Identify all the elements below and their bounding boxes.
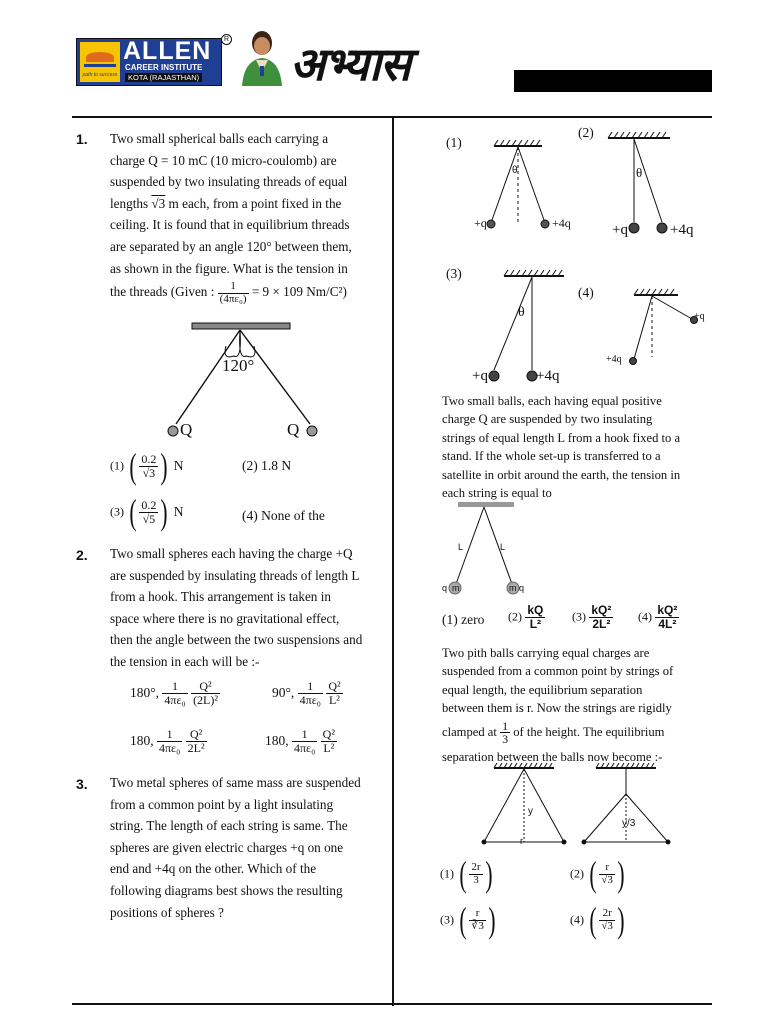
q1-text — [110, 128, 374, 305]
q1-line: Two small spherical balls each carrying a — [110, 131, 329, 146]
q4-line: Two small balls, each having equal positive — [442, 394, 662, 408]
allen-logo — [76, 38, 222, 86]
q1-line: ceiling. It is found that in equilibrium threads — [110, 217, 350, 233]
q2-line: the tension in each will be :- — [110, 653, 260, 669]
q5-figure-left — [478, 760, 574, 850]
q3-d3-charge-4q: +4q — [536, 368, 560, 384]
q4-option-4[interactable]: (4) $\frac{\text{kQ²}}{\text{4L²}}$ — [638, 603, 678, 631]
q2-line: Two small spheres each having the charge +Q — [110, 546, 353, 561]
q3-line: positions of spheres ? — [110, 904, 224, 920]
q1-fig-q-left: Q — [180, 420, 193, 439]
q3-diagram-3 — [478, 266, 578, 386]
q3-line: from a common point by a light insulating — [110, 796, 334, 812]
q5-fig-y3: y/3 — [622, 818, 636, 829]
q1-line: lengths √3 m each, from a point fixed in the — [110, 195, 342, 211]
q3-line: end and +4q on the other. Which of the — [110, 861, 317, 877]
q5-line: equal length, the equilibrium separation — [442, 682, 643, 697]
q2-line: are suspended by insulating threads of length L — [110, 567, 360, 583]
q3-line: string. The length of each string is same. The — [110, 818, 348, 834]
q2-option-3[interactable]: 180, $\frac{1}{\text{4πε₀}}$ $\frac{\text{Q²}}{\text{2L²}}$ — [130, 727, 205, 755]
q4-option-1[interactable]: (1) zero — [442, 612, 485, 627]
q4-option-2[interactable]: (2) $\frac{kQ}{\text{L²}}$ — [508, 603, 544, 631]
q5-figure-right — [576, 760, 672, 850]
q1-option-3[interactable]: (3) ( $\frac{0.2}{√5}$ ) N — [110, 492, 184, 532]
q3-d1-charge-q: +q — [474, 216, 487, 230]
q3-d2-charge-q: +q — [612, 222, 628, 238]
q2-line: then the angle between the two suspensions and — [110, 632, 363, 648]
q1-line: as shown in the figure. What is the tension in — [110, 260, 348, 276]
q5-line: between them is r. Now the strings are rigidly — [442, 701, 672, 716]
q1-line: charge Q = 10 mC (10 micro-coulomb) are — [110, 152, 337, 168]
q3-diagram-4-label: (4) — [578, 285, 594, 300]
q4-line: stand. If the whole set-up is transferred to a — [442, 449, 661, 464]
q3-d1-charge-4q: +4q — [552, 216, 571, 230]
q1-option-2[interactable]: (2) 1.8 N — [242, 458, 292, 473]
q5-fig-r-left: r — [520, 836, 523, 846]
q1-given-line: the threads (Given : $\frac{1}{\text{(4πε₀)}}$ = 9 × 109 Nm/C²) — [110, 280, 347, 305]
q4-fig-q-right: q — [519, 583, 525, 593]
q5-line: Two pith balls carrying equal charges are — [442, 646, 650, 660]
q2-line: space where there is no gravitational effect, — [110, 610, 340, 626]
q3-d3-charge-q: +q — [472, 368, 488, 384]
q4-fig-L-right: L — [500, 542, 506, 552]
logo-emblem — [80, 42, 120, 82]
q5-line: suspended from a common point by strings of — [442, 664, 674, 679]
logo-tagline: path to success — [82, 72, 118, 78]
logo-sub1: CAREER INSTITUTE — [125, 63, 203, 72]
q3-line: Two metal spheres of same mass are suspended — [110, 775, 361, 790]
q1-number: 1. — [76, 131, 88, 147]
q5-text — [442, 644, 706, 766]
logo-brand: ALLEN — [123, 37, 212, 65]
q5-line: separation between the balls now become :- — [442, 749, 663, 764]
q4-fig-m-left: m — [452, 583, 460, 593]
q5-option-2[interactable]: (2) ( $\frac{r}{√3}$ ) — [570, 854, 625, 894]
q4-line: each string is equal to — [442, 486, 552, 501]
q1-option-4[interactable]: (4) None of the — [242, 508, 325, 523]
q4-line: charge Q are suspended by two insulating — [442, 412, 653, 427]
q3-number: 3. — [76, 776, 88, 792]
q2-text — [110, 543, 376, 673]
q4-fig-q-left: q — [442, 583, 448, 593]
q5-option-1[interactable]: (1) ( $\frac{2r}{3}$ ) — [440, 854, 493, 894]
q2-option-4[interactable]: 180, $\frac{1}{\text{4πε₀}}$ $\frac{\text{Q²}}{\text{L²}}$ — [265, 727, 335, 755]
q4-option-3[interactable]: (3) $\frac{\text{kQ²}}{\text{2L²}}$ — [572, 603, 612, 631]
q5-option-3[interactable]: (3) ( $\frac{r}{∛3}$ ) — [440, 900, 496, 940]
q3-diagram-4 — [608, 285, 712, 365]
footer-rule — [72, 1003, 712, 1005]
q4-fig-L-left: L — [458, 542, 464, 552]
column-divider — [392, 116, 394, 1006]
q5-line: clamped at $\frac{1}{3}$ of the height. The equilibrium — [442, 718, 665, 747]
logo-sub2: KOTA (RAJASTHAN) — [125, 73, 202, 82]
q3-d2-theta: θ — [636, 165, 643, 180]
q2-option-2[interactable]: 90°, $\frac{1}{\text{4πε₀}}$ $\frac{\text{Q²}}{\text{L²}}$ — [272, 679, 341, 707]
q3-diagram-1-label: (1) — [446, 135, 462, 150]
q4-line: satellite in orbit around the earth, the tension in — [442, 467, 681, 482]
q3-line: following diagrams best shows the resulting — [110, 882, 343, 898]
q1-fig-angle: 120° — [222, 356, 255, 375]
q4-line: strings of equal length L from a hook fixed to a — [442, 430, 681, 445]
q3-d2-charge-4q: +4q — [670, 222, 694, 238]
logo-registered-mark: R — [221, 34, 232, 45]
q2-line: from a hook. This arrangement is taken in — [110, 589, 331, 605]
q3-diagram-2-label: (2) — [578, 125, 594, 140]
q3-d4-charge-4q: +4q — [606, 354, 622, 365]
q3-d4-charge-q: +q — [694, 311, 705, 322]
q3-d3-theta: θ — [518, 305, 525, 320]
student-portrait — [236, 28, 288, 86]
q3-text — [110, 772, 376, 923]
q3-diagram-3-label: (3) — [446, 266, 462, 281]
q1-option-1[interactable]: (1) ( $\frac{0.2}{√3}$ ) N — [110, 446, 184, 486]
q3-line: spheres are given electric charges +q on one — [110, 839, 344, 855]
q2-option-1[interactable]: 180°, $\frac{1}{\text{4πε₀}}$ $\frac{\text{Q²}}{\text{(2L)²}}$ — [130, 679, 218, 707]
q5-option-4[interactable]: (4) ( $\frac{2r}{√3}$ ) — [570, 900, 625, 940]
q5-fig-y: y — [528, 806, 533, 817]
q4-fig-m-right: m — [509, 583, 517, 593]
q1-fig-q-right: Q — [287, 420, 300, 439]
header-black-bar — [514, 70, 712, 92]
q2-number: 2. — [76, 547, 88, 563]
q3-d1-theta: θ — [512, 165, 518, 176]
q4-text — [442, 392, 706, 502]
page-title: अभ्यास — [290, 39, 410, 90]
q1-line: suspended by two insulating threads of equal — [110, 174, 348, 190]
q1-line: are separated by an angle 120° between them, — [110, 238, 352, 254]
